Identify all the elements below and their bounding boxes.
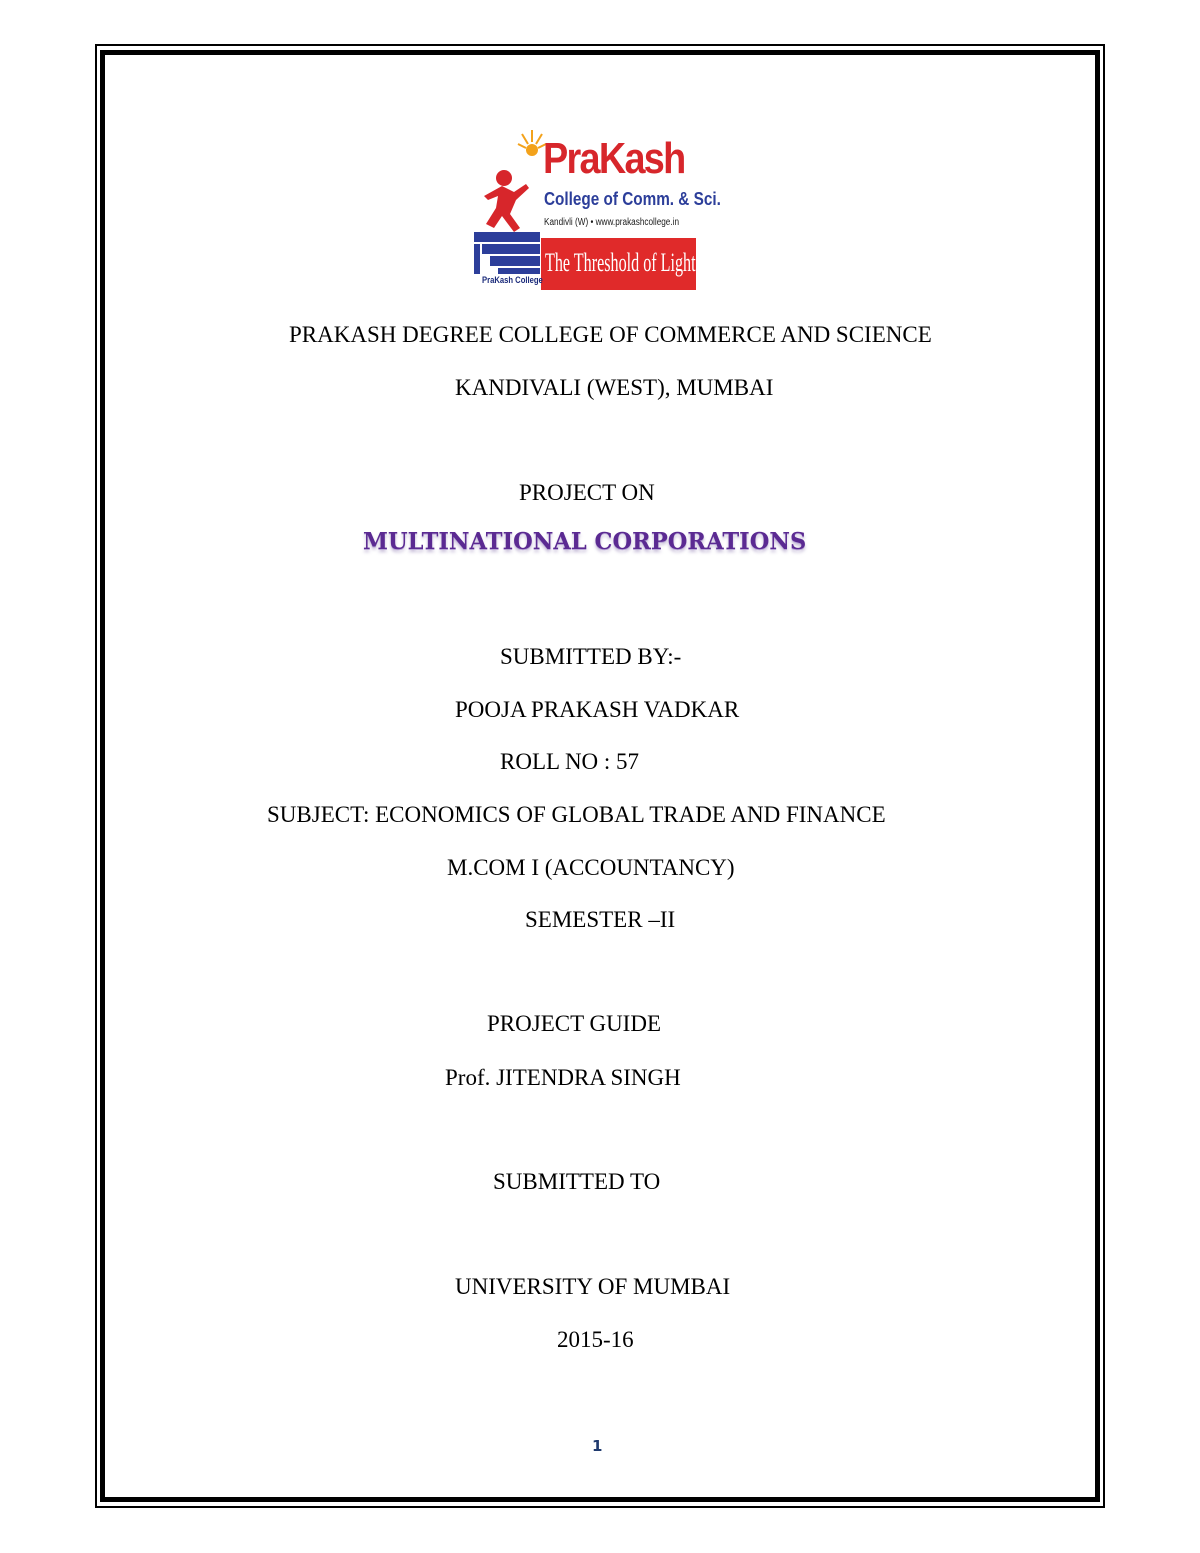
- project-guide-name: Prof. JITENDRA SINGH: [445, 1065, 681, 1090]
- subject: SUBJECT: ECONOMICS OF GLOBAL TRADE AND FINANCE: [267, 802, 886, 827]
- academic-year: 2015-16: [557, 1327, 634, 1352]
- course: M.COM I (ACCOUNTANCY): [447, 855, 735, 880]
- college-name: PRAKASH DEGREE COLLEGE OF COMMERCE AND SCIENCE: [289, 322, 932, 347]
- project-title: MULTINATIONAL CORPORATIONS: [363, 528, 807, 555]
- logo-url-line: Kandivli (W) • www.prakashcollege.in: [544, 217, 680, 228]
- logo-subtitle: College of Comm. & Sci.: [544, 189, 721, 209]
- university-name: UNIVERSITY OF MUMBAI: [455, 1274, 731, 1299]
- page-number: 1: [592, 1437, 603, 1455]
- submitted-to-label: SUBMITTED TO: [493, 1169, 661, 1194]
- project-heading: PROJECT ON: [519, 480, 655, 505]
- project-guide-label: PROJECT GUIDE: [487, 1011, 662, 1036]
- logo-tagline: The Threshold of Light: [545, 248, 696, 277]
- college-location: KANDIVALI (WEST), MUMBAI: [455, 375, 774, 400]
- roll-number: ROLL NO : 57: [500, 749, 640, 774]
- semester: SEMESTER –II: [525, 907, 676, 932]
- logo-small-name: PraKash College: [482, 275, 543, 285]
- student-name: POOJA PRAKASH VADKAR: [455, 697, 740, 722]
- logo-wordmark: PraKash: [543, 134, 685, 183]
- submitted-by-label: SUBMITTED BY:-: [500, 644, 682, 669]
